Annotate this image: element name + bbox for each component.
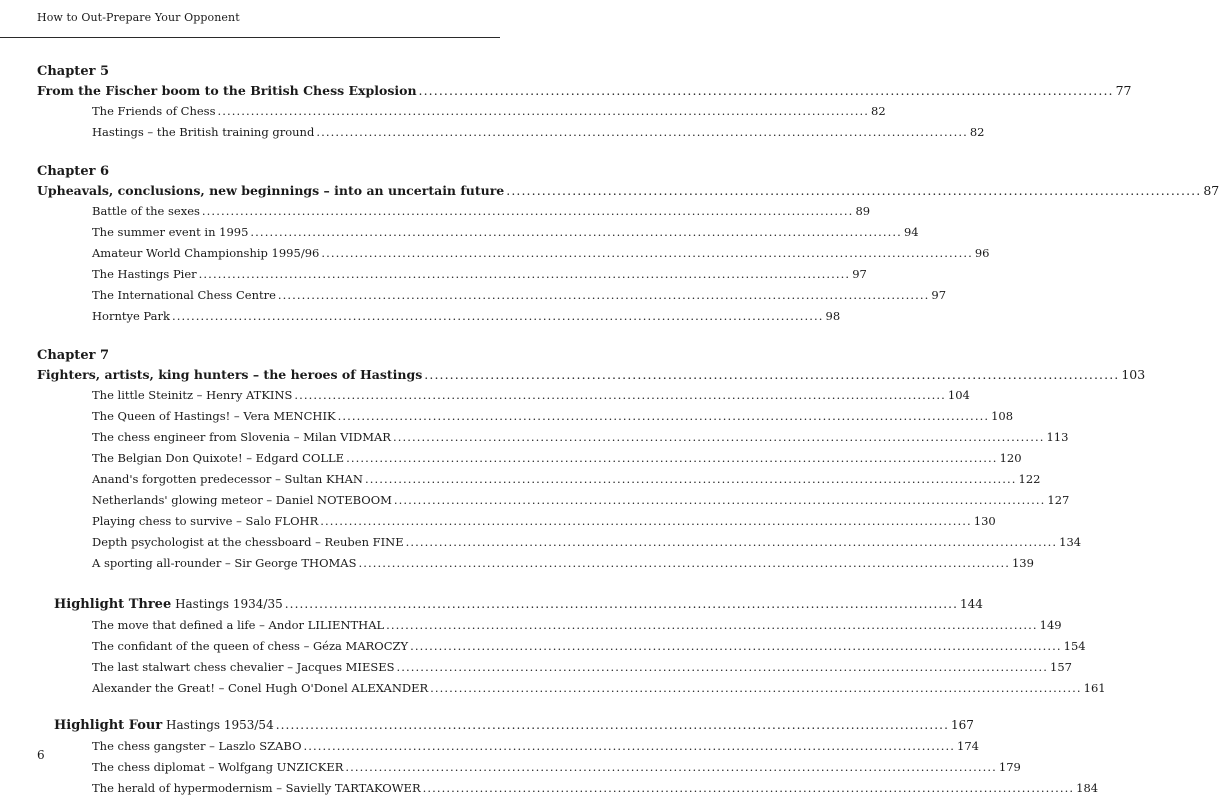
page-ref: 122 — [1018, 472, 1041, 486]
page-ref: 113 — [1046, 430, 1069, 444]
toc-entry — [37, 636, 1086, 657]
header-rule — [0, 37, 500, 38]
toc-entry — [37, 615, 1062, 636]
toc-entry — [37, 427, 1069, 448]
entry-title: Anand's forgotten predecessor – Sultan KHAN — [92, 472, 363, 486]
toc-entry — [37, 122, 985, 143]
entry-title: Horntye Park — [92, 309, 170, 323]
highlight-label: Highlight Four — [54, 718, 163, 733]
dot-leader — [202, 201, 854, 222]
page-ref: 154 — [1063, 639, 1086, 653]
dot-leader — [285, 594, 958, 615]
page-ref: 134 — [1059, 535, 1082, 549]
page-ref: 82 — [871, 104, 886, 118]
toc-entry — [37, 406, 1014, 427]
toc-entry — [37, 285, 947, 306]
page-ref: 127 — [1047, 493, 1070, 507]
highlight-event: Hastings 1934/35 — [175, 597, 283, 611]
chapter-7-label: Chapter 7 — [37, 348, 110, 363]
entry-title: Depth psychologist at the chessboard – Reuben FINE — [92, 535, 404, 549]
entry-title: Netherlands' glowing meteor – Daniel NOTEBOOM — [92, 493, 392, 507]
page-ref: 149 — [1039, 618, 1062, 632]
toc-entry — [37, 553, 1034, 574]
dot-leader — [199, 264, 851, 285]
entry-title: A sporting all-rounder – Sir George THOMAS — [92, 556, 357, 570]
dot-leader — [358, 553, 1010, 574]
page-number: 6 — [37, 748, 45, 762]
dot-leader — [278, 285, 930, 306]
toc-entry — [37, 469, 1041, 490]
table-of-contents — [37, 63, 1219, 799]
page-ref: 103 — [1121, 367, 1146, 382]
entry-title: The Hastings Pier — [92, 267, 197, 281]
entry-title: The Friends of Chess — [92, 104, 216, 118]
entry-title: The chess engineer from Slovenia – Milan VIDMAR — [92, 430, 391, 444]
entry-title: Playing chess to survive – Salo FLOHR — [92, 514, 319, 528]
toc-entry — [37, 264, 867, 285]
entry-title: The last stalwart chess chevalier – Jacques MIESES — [92, 660, 395, 674]
chapter-title: Upheavals, conclusions, new beginnings – into an uncertain future — [37, 183, 505, 198]
toc-entry — [37, 306, 841, 327]
page-ref: 87 — [1203, 183, 1219, 198]
dot-leader — [316, 122, 968, 143]
chapter-title: Fighters, artists, king hunters – the heroes of Hastings — [37, 367, 423, 382]
page-ref: 89 — [855, 204, 871, 218]
dot-leader — [304, 736, 956, 757]
dot-leader — [397, 657, 1049, 678]
page-ref: 97 — [931, 288, 947, 302]
dot-leader — [394, 490, 1046, 511]
highlight-heading — [54, 594, 283, 615]
dot-leader — [321, 243, 973, 264]
toc-entry — [37, 243, 990, 264]
dot-leader — [294, 385, 946, 406]
entry-title: The little Steinitz – Henry ATKINS — [92, 388, 293, 402]
toc-entry — [37, 101, 886, 122]
entry-title: The Queen of Hastings! – Vera MENCHIK — [92, 409, 336, 423]
toc-entry — [37, 511, 996, 532]
dot-leader — [419, 80, 1114, 101]
toc-entry — [37, 532, 1082, 553]
toc-entry — [37, 490, 1070, 511]
entry-title: Alexander the Great! – Conel Hugh O'Donel ALEXANDER — [92, 681, 429, 695]
toc-entry — [37, 222, 919, 243]
toc-entry — [37, 657, 1072, 678]
entry-title: The International Chess Centre — [92, 288, 276, 302]
page-ref: 167 — [950, 718, 974, 732]
toc-entry — [37, 201, 871, 222]
chapter-5-label: Chapter 5 — [37, 64, 110, 79]
chapter-7-title-row — [37, 364, 1146, 385]
page-ref: 104 — [947, 388, 970, 402]
toc-entry — [37, 448, 1022, 469]
entry-title: Hastings – the British training ground — [92, 125, 315, 139]
page-ref: 82 — [969, 125, 985, 139]
dot-leader — [410, 636, 1062, 657]
page-ref: 161 — [1083, 681, 1106, 695]
page-ref: 174 — [957, 739, 979, 753]
page-ref: 144 — [960, 597, 983, 611]
dot-leader — [386, 615, 1038, 636]
highlight-heading — [54, 715, 274, 736]
dot-leader — [423, 778, 1075, 799]
toc-entry — [37, 678, 1106, 699]
chapter-6-title-row — [37, 180, 1219, 201]
entry-title: The move that defined a life – Andor LILIENTHAL — [92, 618, 385, 632]
toc-entry — [37, 757, 1021, 778]
dot-leader — [338, 406, 990, 427]
highlight-four-row — [37, 715, 974, 736]
chapter-title: From the Fischer boom to the British Chess Explosion — [37, 83, 417, 98]
page-ref: 94 — [903, 225, 919, 239]
dot-leader — [250, 222, 902, 243]
dot-leader — [172, 306, 824, 327]
page-ref: 98 — [825, 309, 841, 323]
dot-leader — [345, 757, 997, 778]
entry-title: The chess gangster – Laszlo SZABO — [92, 739, 302, 753]
entry-title: Amateur World Championship 1995/96 — [92, 246, 320, 260]
dot-leader — [506, 180, 1201, 201]
dot-leader — [346, 448, 998, 469]
entry-title: The herald of hypermodernism – Savielly TARTAKOWER — [92, 781, 421, 795]
entry-title: The Belgian Don Quixote! – Edgard COLLE — [92, 451, 345, 465]
dot-leader — [217, 101, 869, 122]
toc-entry — [37, 736, 979, 757]
page-ref: 120 — [999, 451, 1022, 465]
entry-title: The summer event in 1995 — [92, 225, 249, 239]
dot-leader — [430, 678, 1082, 699]
highlight-three-row — [37, 594, 983, 615]
page-ref: 97 — [852, 267, 867, 281]
page-ref: 157 — [1050, 660, 1072, 674]
dot-leader — [424, 364, 1119, 385]
highlight-label: Highlight Three — [54, 597, 172, 612]
page-ref: 96 — [974, 246, 990, 260]
page-ref: 184 — [1076, 781, 1099, 795]
dot-leader — [406, 532, 1058, 553]
page-ref: 108 — [991, 409, 1014, 423]
dot-leader — [276, 715, 949, 736]
page-ref: 139 — [1011, 556, 1034, 570]
running-head: How to Out-Prepare Your Opponent — [37, 11, 240, 24]
dot-leader — [393, 427, 1045, 448]
entry-title: The confidant of the queen of chess – Géza MAROCZY — [92, 639, 409, 653]
chapter-5-title-row — [37, 80, 1132, 101]
entry-title: The chess diplomat – Wolfgang UNZICKER — [92, 760, 344, 774]
chapter-6-label: Chapter 6 — [37, 164, 110, 179]
dot-leader — [365, 469, 1017, 490]
toc-entry — [37, 778, 1099, 799]
dot-leader — [320, 511, 972, 532]
page-ref: 130 — [973, 514, 996, 528]
toc-entry — [37, 385, 970, 406]
highlight-event: Hastings 1953/54 — [166, 718, 274, 732]
page-ref: 179 — [998, 760, 1021, 774]
entry-title: Battle of the sexes — [92, 204, 200, 218]
page-ref: 77 — [1115, 83, 1132, 98]
